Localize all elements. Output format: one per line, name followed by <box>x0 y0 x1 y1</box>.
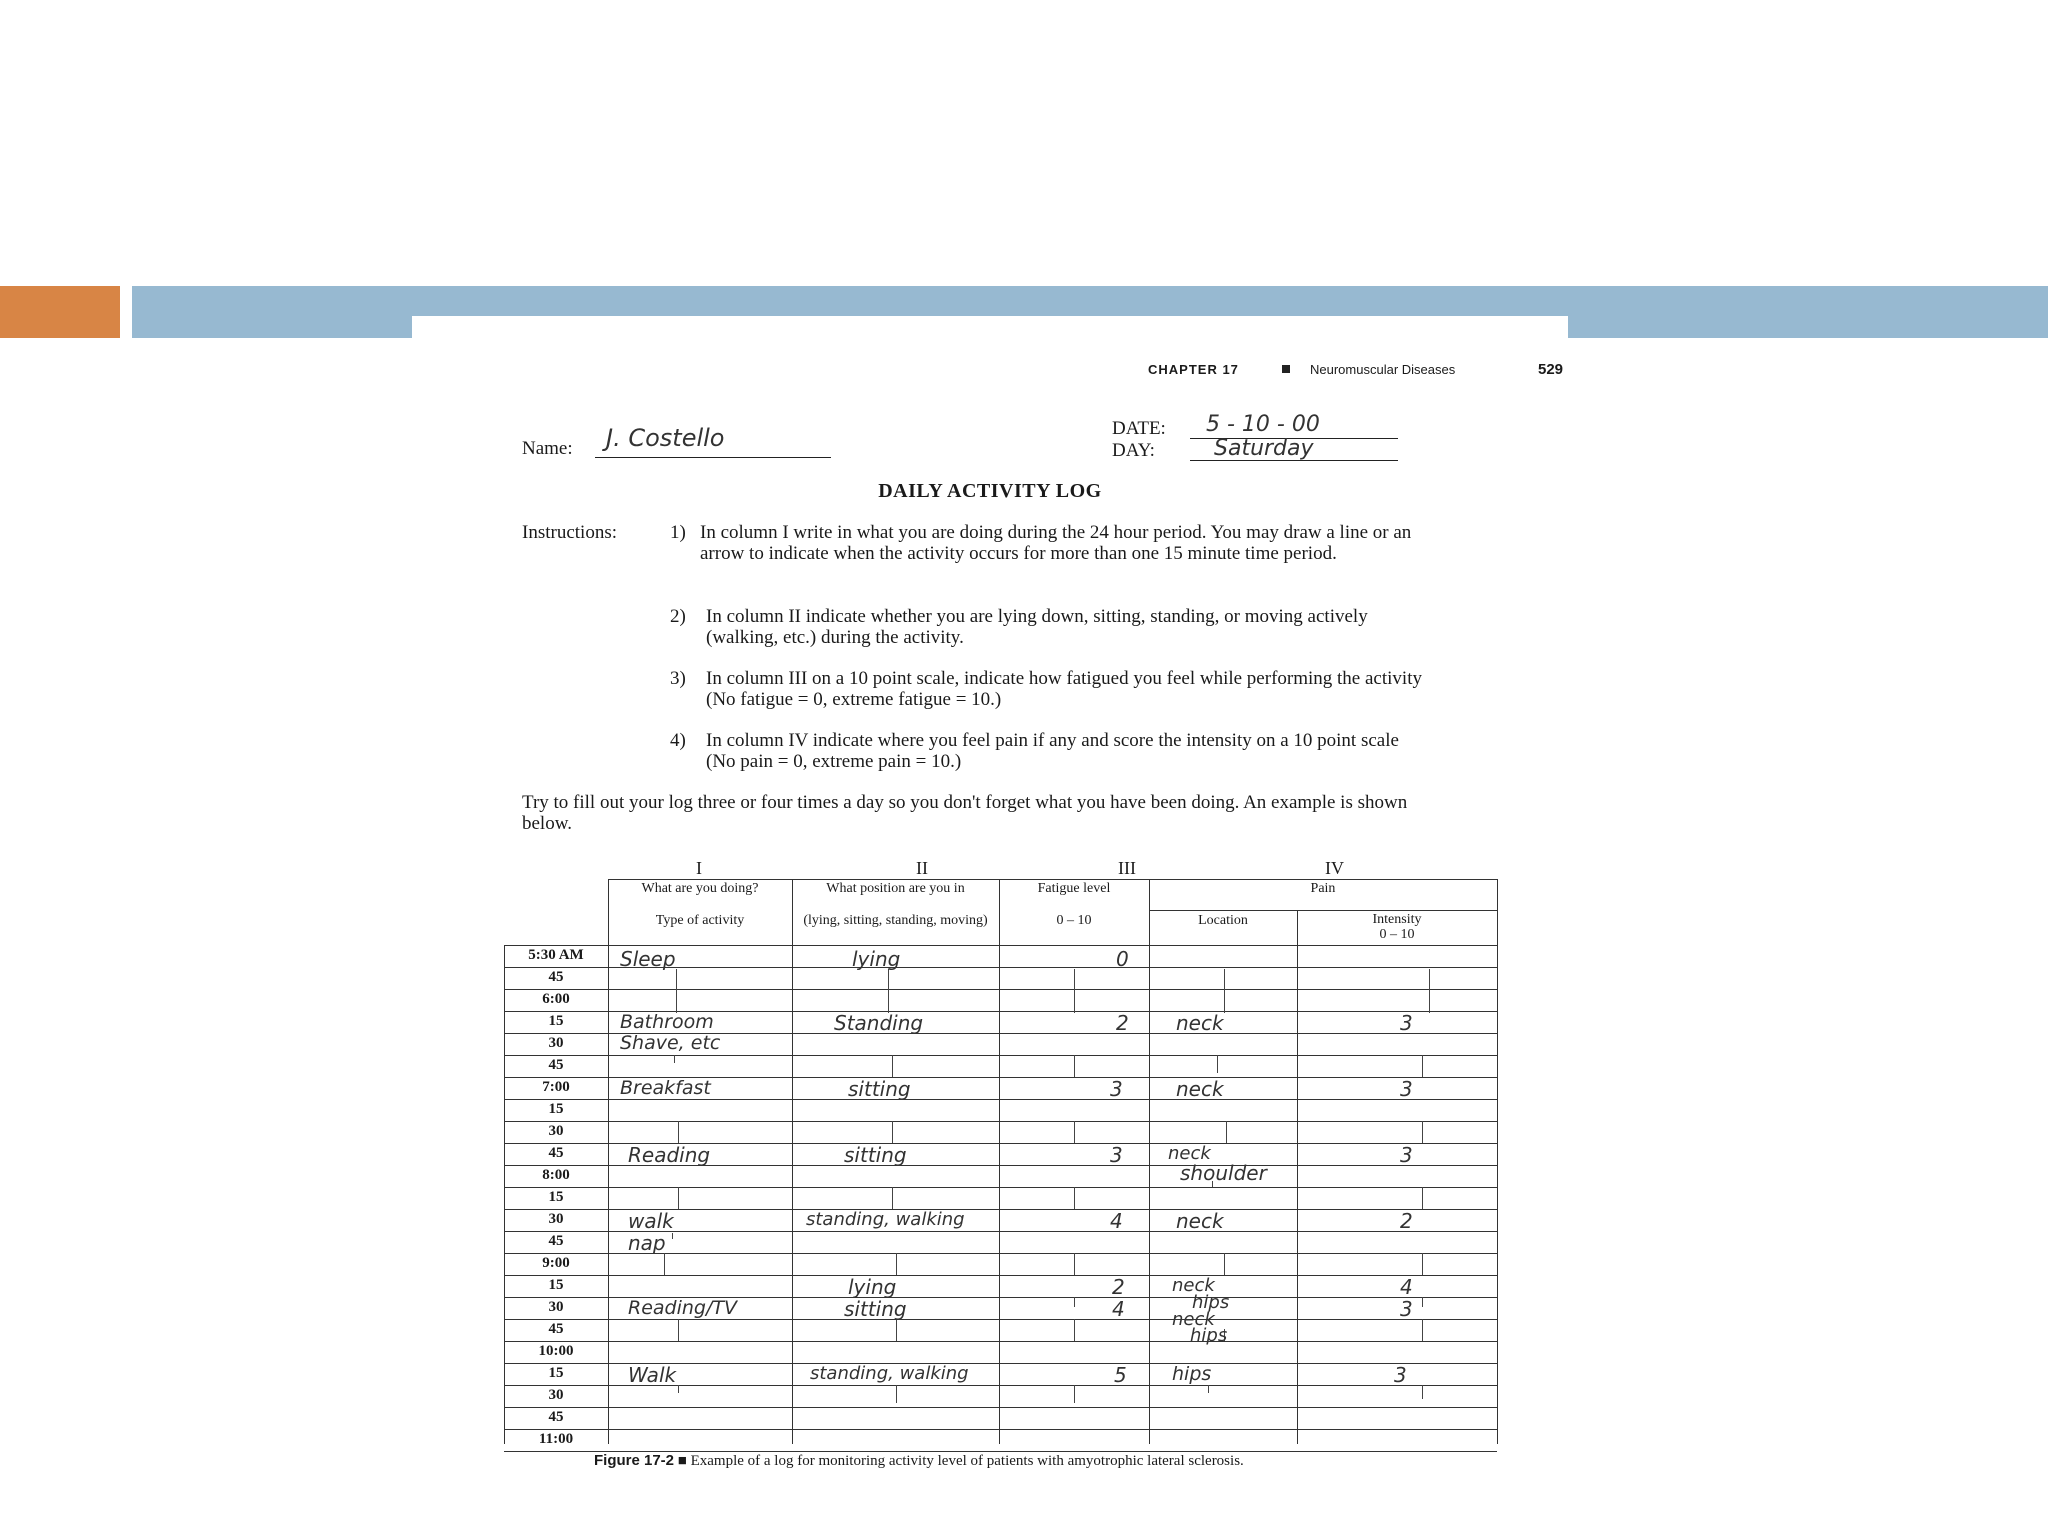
pain-location-entry: neck <box>1176 1209 1224 1233</box>
position-entry: lying <box>852 947 901 971</box>
activity-entry: Walk <box>628 1363 677 1387</box>
header-activity-bottom: Type of activity <box>655 913 745 928</box>
grid-line <box>504 1099 1497 1100</box>
grid-line <box>1149 910 1497 911</box>
continuation-line <box>1074 1253 1075 1275</box>
grid-line <box>504 1275 1497 1276</box>
date-label: DATE: <box>1112 418 1166 439</box>
pain-location-entry: hips <box>1172 1363 1212 1385</box>
figure-label: Figure 17-2 <box>594 1452 675 1469</box>
column-numeral-2: II <box>916 858 928 878</box>
header-pain-location: Location <box>1198 913 1248 928</box>
header-position-bottom: (lying, sitting, standing, moving) <box>803 913 988 928</box>
grid-line <box>504 1121 1497 1122</box>
time-slot-label: 30 <box>548 1211 564 1227</box>
continuation-line <box>678 1187 679 1209</box>
pain-location-entry: hips <box>1192 1292 1230 1313</box>
grid-line <box>999 879 1000 1444</box>
continuation-line <box>892 1055 893 1077</box>
column-numeral-1: I <box>696 858 702 878</box>
fatigue-entry: 4 <box>1110 1209 1123 1233</box>
continuation-line <box>1422 1385 1423 1399</box>
grid-line <box>504 1319 1497 1320</box>
header-position-top: What position are you in <box>826 881 965 896</box>
instruction-3: 3) In column III on a 10 point scale, indicate how fatigued you feel while performing the activity (No fatigue = 0, extreme fatigue = 10.) <box>670 668 1422 710</box>
continuation-line <box>678 1319 679 1341</box>
grid-line <box>504 1429 1497 1430</box>
time-slot-label: 10:00 <box>538 1343 574 1359</box>
header-pain: Pain <box>1310 881 1336 896</box>
continuation-line <box>896 1253 897 1275</box>
fatigue-entry: 5 <box>1114 1363 1127 1387</box>
activity-entry: Bathroom <box>620 1011 714 1033</box>
continuation-line <box>1422 1055 1423 1077</box>
pain-location-entry: hips <box>1190 1325 1228 1346</box>
continuation-line <box>1422 1319 1423 1341</box>
section-label: Neuromuscular Diseases <box>1310 362 1456 377</box>
continuation-line <box>1422 1253 1423 1275</box>
continuation-line <box>674 1055 675 1063</box>
continuation-line <box>1224 969 1225 1013</box>
fatigue-entry: 2 <box>1112 1275 1125 1299</box>
time-slot-label: 45 <box>548 969 564 985</box>
instruction-1: 1) In column I write in what you are doing during the 24 hour period. You may draw a line or an arrow to indicate when the activity occurs for more than one 15 minute time period. <box>670 522 1412 564</box>
position-entry: Standing <box>834 1011 924 1035</box>
position-entry: sitting <box>844 1143 907 1167</box>
continuation-line <box>1422 1297 1423 1307</box>
time-slot-label: 9:00 <box>542 1255 570 1271</box>
time-slot-label: 15 <box>548 1365 564 1381</box>
log-title: DAILY ACTIVITY LOG <box>878 480 1102 502</box>
pain-location-entry: neck <box>1176 1077 1224 1101</box>
activity-log-table <box>504 879 1504 1447</box>
activity-entry: Sleep <box>620 947 676 971</box>
time-slot-label: 7:00 <box>542 1079 570 1095</box>
activity-entry: walk <box>628 1209 674 1233</box>
continuation-line <box>1074 1385 1075 1403</box>
continuation-line <box>1074 969 1075 1013</box>
name-underline <box>595 457 831 458</box>
continuation-line <box>678 1121 679 1143</box>
continuation-line <box>1074 1055 1075 1077</box>
time-slot-label: 15 <box>548 1189 564 1205</box>
grid-line <box>1149 879 1150 1444</box>
position-entry: sitting <box>844 1297 907 1321</box>
instructions-label: Instructions: <box>522 522 617 543</box>
time-slot-label: 45 <box>548 1321 564 1337</box>
pain-intensity-entry: 3 <box>1400 1297 1413 1321</box>
continuation-line <box>664 1253 665 1275</box>
pain-location-entry: neck <box>1176 1011 1224 1035</box>
position-entry: sitting <box>848 1077 911 1101</box>
time-slot-label: 30 <box>548 1035 564 1051</box>
fatigue-entry: 4 <box>1112 1297 1125 1321</box>
grid-line <box>504 1187 1497 1188</box>
pain-location-entry: neck <box>1172 1309 1215 1330</box>
continuation-line <box>672 1233 673 1239</box>
pain-intensity-entry: 3 <box>1394 1363 1407 1387</box>
continuation-line <box>678 1385 679 1393</box>
date-value: 5 - 10 - 00 <box>1206 412 1320 437</box>
continuation-line <box>1422 1187 1423 1209</box>
pain-intensity-entry: 3 <box>1400 1077 1413 1101</box>
pain-intensity-entry: 3 <box>1400 1011 1413 1035</box>
fatigue-entry: 0 <box>1116 947 1129 971</box>
grid-line <box>504 1341 1497 1342</box>
header-fatigue-top: Fatigue level <box>1037 881 1111 896</box>
continuation-line <box>676 969 677 1013</box>
day-value: Saturday <box>1214 436 1314 461</box>
pain-intensity-entry: 3 <box>1400 1143 1413 1167</box>
scanned-document-page <box>412 316 1568 1536</box>
time-slot-label: 30 <box>548 1299 564 1315</box>
try-paragraph: Try to fill out your log three or four times a day so you don't forget what you have been doing. An example is shown below. <box>522 792 1408 834</box>
time-slot-label: 45 <box>548 1233 564 1249</box>
grid-line <box>608 879 609 1444</box>
continuation-line <box>1217 1055 1218 1073</box>
time-slot-label: 30 <box>548 1123 564 1139</box>
accent-bar-orange <box>0 286 120 338</box>
column-numeral-3: III <box>1118 858 1136 878</box>
continuation-line <box>1074 1187 1075 1209</box>
header-activity-top: What are you doing? <box>641 881 759 896</box>
chapter-label: CHAPTER 17 <box>1148 362 1239 377</box>
pain-intensity-entry: 4 <box>1400 1275 1413 1299</box>
pain-location-entry: shoulder <box>1180 1161 1267 1185</box>
time-slot-label: 6:00 <box>542 991 570 1007</box>
time-slot-label: 30 <box>548 1387 564 1403</box>
continuation-line <box>1226 1121 1227 1143</box>
activity-entry: Reading/TV <box>628 1297 737 1319</box>
day-underline <box>1190 460 1398 461</box>
continuation-line <box>892 1121 893 1143</box>
continuation-line <box>1224 1253 1225 1275</box>
position-entry: standing, walking <box>806 1209 965 1230</box>
continuation-line <box>1074 1319 1075 1341</box>
time-slot-label: 45 <box>548 1145 564 1161</box>
time-slot-label: 8:00 <box>542 1167 570 1183</box>
continuation-line <box>896 1385 897 1403</box>
time-slot-label: 15 <box>548 1013 564 1029</box>
continuation-line <box>888 969 889 1013</box>
day-label: DAY: <box>1112 440 1155 461</box>
name-label: Name: <box>522 438 573 459</box>
continuation-line <box>1074 1121 1075 1143</box>
position-entry: lying <box>848 1275 897 1299</box>
instruction-2: 2) In column II indicate whether you are lying down, sitting, standing, or moving actively (walking, etc.) during the activity. <box>670 606 1368 648</box>
grid-line <box>504 1055 1497 1056</box>
grid-line <box>504 1407 1497 1408</box>
position-entry: standing, walking <box>810 1363 969 1384</box>
grid-line <box>504 945 1497 946</box>
fatigue-entry: 3 <box>1110 1143 1123 1167</box>
grid-line <box>1497 879 1498 1444</box>
grid-line <box>504 989 1497 990</box>
pain-location-entry: neck <box>1172 1275 1215 1296</box>
time-slot-label: 45 <box>548 1057 564 1073</box>
activity-entry: Shave, etc <box>620 1032 721 1054</box>
instruction-4: 4) In column IV indicate where you feel pain if any and score the intensity on a 10 point scale (No pain = 0, extreme pain = 10.) <box>670 730 1399 772</box>
header-pain-intensity: Intensity 0 – 10 <box>1372 912 1422 942</box>
grid-line <box>608 879 1497 880</box>
time-slot-label: 15 <box>548 1101 564 1117</box>
grid-line <box>792 879 793 1444</box>
page-number: 529 <box>1538 361 1564 378</box>
continuation-line <box>1422 1121 1423 1143</box>
square-bullet-icon: ■ <box>677 1453 687 1469</box>
activity-entry: nap <box>628 1231 666 1255</box>
figure-caption-text: Example of a log for monitoring activity level of patients with amyotrophic lateral sclerosis. <box>690 1453 1244 1469</box>
continuation-line <box>892 1187 893 1209</box>
time-slot-label: 45 <box>548 1409 564 1425</box>
time-slot-label: 5:30 AM <box>528 947 584 963</box>
continuation-line <box>1208 1385 1209 1393</box>
activity-entry: Reading <box>628 1143 711 1167</box>
header-fatigue-bottom: 0 – 10 <box>1056 913 1092 928</box>
continuation-line <box>896 1319 897 1341</box>
figure-caption <box>594 1452 1414 1470</box>
fatigue-entry: 2 <box>1116 1011 1129 1035</box>
time-slot-label: 11:00 <box>538 1431 574 1447</box>
column-numeral-4: IV <box>1325 858 1344 878</box>
pain-location-entry: neck <box>1168 1143 1211 1164</box>
time-slot-label: 15 <box>548 1277 564 1293</box>
activity-entry: Breakfast <box>620 1077 711 1099</box>
continuation-line <box>1429 969 1430 1013</box>
square-bullet-icon <box>1282 365 1290 373</box>
fatigue-entry: 3 <box>1110 1077 1123 1101</box>
continuation-line <box>1074 1297 1075 1307</box>
pain-intensity-entry: 2 <box>1400 1209 1413 1233</box>
name-value: J. Costello <box>606 424 725 452</box>
